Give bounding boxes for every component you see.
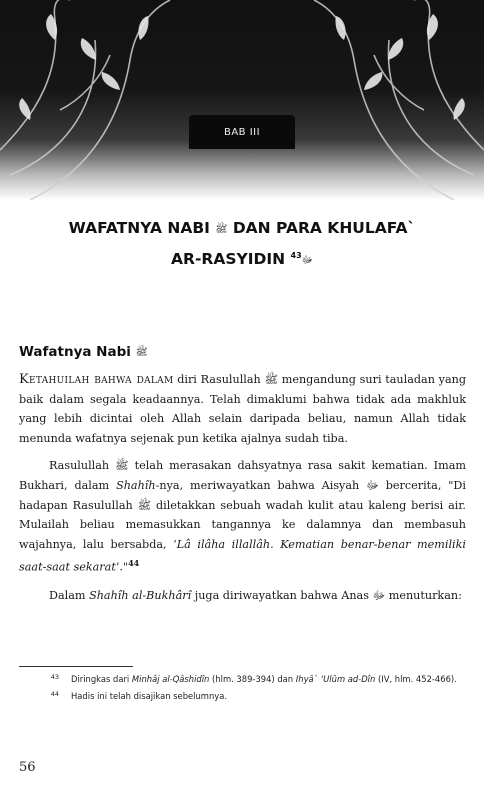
honorific-glyph: ﷺ (137, 498, 152, 512)
chapter-banner (0, 0, 484, 200)
honorific-glyph: ﷺ (135, 347, 148, 358)
text-run: diletakkan sebuah wadah kulit atau kaleng berisi air. Mulailah beliau memasukkan tangannya ke dalamnya dan membasuh wajahnya, lalu bersabda, ‘ (19, 498, 466, 551)
footnote-number: 44 (50, 690, 59, 698)
text-run: telah merasakan dahsyatnya rasa sakit kematian. Imam Bukhari, dalam (19, 459, 466, 492)
source-title: Shahîh al-Bukhârî (89, 588, 192, 602)
floral-ornament (0, 0, 484, 200)
text-run: Dalam (49, 588, 86, 602)
honorific-glyph: ﷻ (372, 588, 386, 602)
text-run: (IV, hlm. 452-466). (378, 674, 457, 684)
text-run: juga diriwayatkan bahwa Anas (194, 588, 369, 602)
body-text (19, 370, 466, 613)
text-run: Diringkas dari (71, 674, 130, 684)
chapter-label: BAB III (189, 115, 295, 149)
honorific-glyph: ﷺ (115, 459, 129, 473)
title-text: DAN PARA KHULAFA` (232, 219, 416, 237)
honorific-glyph: ﷻ (301, 255, 313, 267)
title-text: WAFATNYA NABI (68, 219, 210, 237)
footnote-text: Hadis ini telah disajikan sebelumnya. (71, 691, 228, 701)
footnote-ref[interactable]: 43 (290, 251, 302, 260)
text-run: -nya, meriwayatkan bahwa Aisyah (155, 478, 360, 492)
text-run: menuturkan: (388, 588, 462, 602)
section-heading-text: Wafatnya Nabi (19, 344, 131, 360)
lead-in: Ketahuilah bahwa dalam (19, 372, 174, 387)
source-title: Minhâj al-Qâshidîn (131, 674, 210, 684)
footnote-text (71, 672, 457, 686)
footnote-item (19, 689, 466, 703)
text-run: Rasulullah (49, 459, 110, 473)
text-run: (hlm. 389-394) dan (212, 674, 294, 684)
footnote-item (19, 672, 466, 686)
title-text: AR-RASYIDIN (171, 250, 286, 269)
footnote-number: 43 (50, 673, 59, 681)
honorific-glyph: ﷺ (264, 373, 278, 386)
honorific-glyph: ﷺ (215, 224, 228, 235)
paragraph (19, 456, 466, 577)
paragraph (19, 586, 466, 606)
source-title: Shahîh (116, 478, 156, 492)
page-number: 56 (19, 760, 36, 775)
chapter-title (20, 215, 464, 274)
footnote-divider (19, 666, 133, 667)
text-run: diri Rasulullah (177, 373, 261, 386)
text-run: ’." (115, 561, 129, 575)
footnotes (19, 672, 466, 706)
paragraph (19, 370, 466, 448)
footnote-ref[interactable]: 44 (128, 558, 140, 569)
section-heading (19, 344, 148, 360)
text-run: bercerita, "Di hadapan Rasulullah (19, 478, 466, 512)
text-run: mengandung suri tauladan yang baik dalam segala keadaannya. Telah dimaklumi bahwa tidak ada makhluk yang lebih dicintai oleh Allah selain daripada beliau, namun Allah tidak menunda wafatnya sejenak pun ketika ajalnya sudah tiba. (19, 373, 466, 445)
honorific-glyph: ﷻ (366, 478, 379, 492)
quote: Lâ ilâha illallâh. Kematian benar-benar memiliki saat-saat sekarat (19, 537, 466, 575)
source-title: Ihyâ` ‘Ulûm ad-Dîn (295, 674, 376, 684)
